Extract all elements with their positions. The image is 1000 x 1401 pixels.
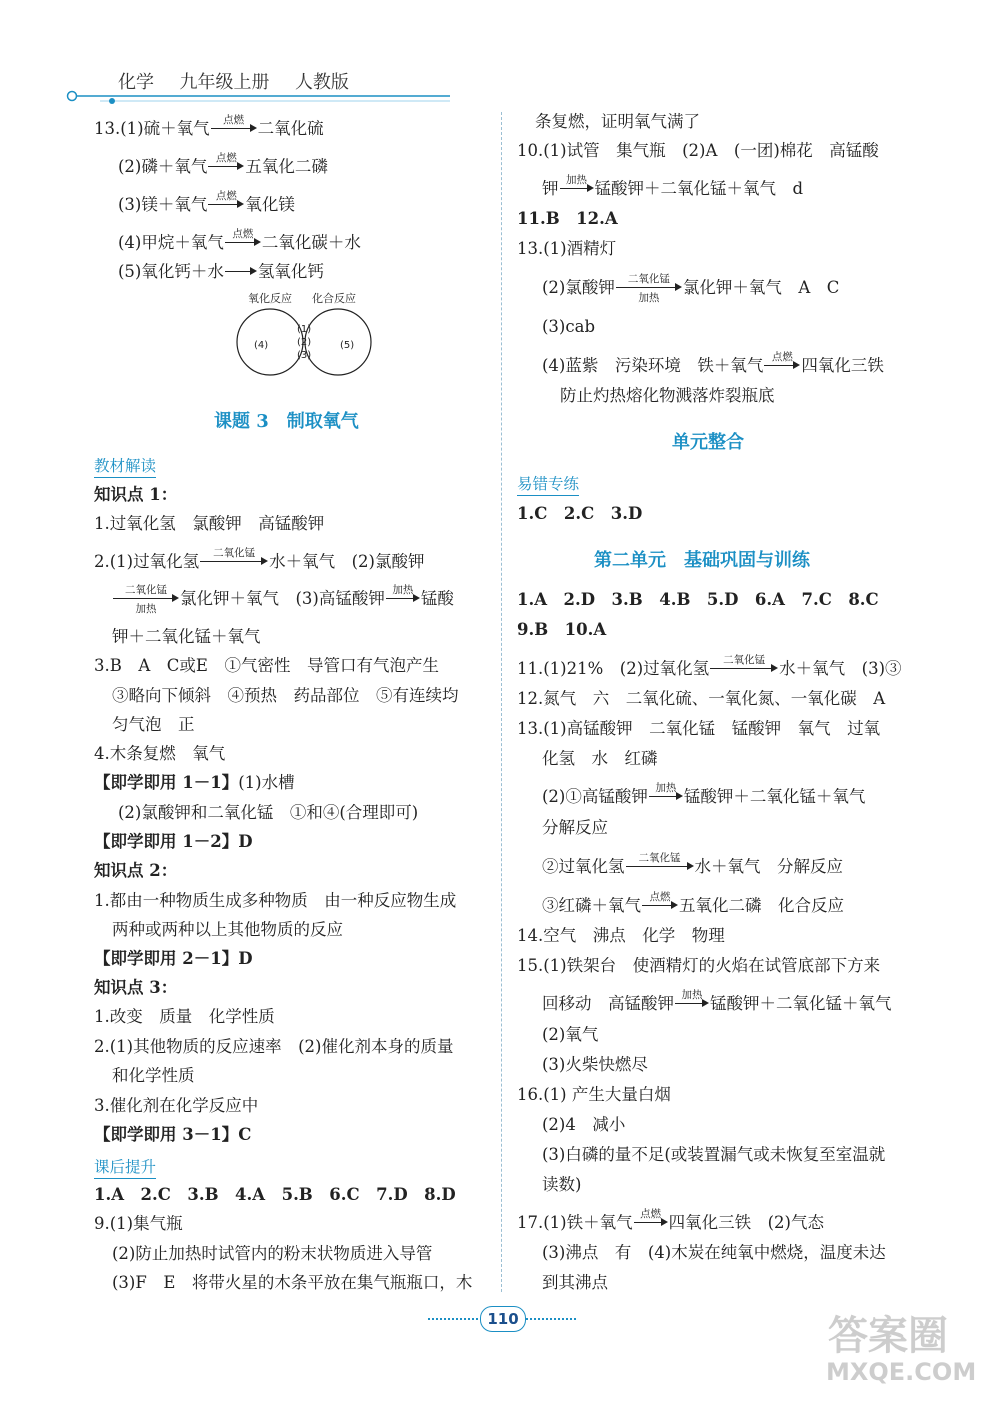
reaction-arrow: 点燃 <box>642 901 678 911</box>
reaction-arrow: 二氧化锰 <box>200 557 268 567</box>
kp2-item-1a: 1.都由一种物质生成多种物质 由一种反应物生成 <box>94 891 457 910</box>
kp1-item-2b: 二氧化锰 加热 氯化钾＋氧气 (3)高锰酸钾 加热 锰酸 <box>112 588 454 610</box>
reaction-arrow: 点燃 <box>764 361 800 371</box>
venn-left-label: (4) <box>254 340 269 351</box>
kp2-heading: 知识点 2： <box>94 861 178 880</box>
r-u13a: 13.(1)高锰酸钾 二氧化锰 锰酸钾 氧气 过氧 <box>517 719 881 738</box>
kp2-item-1b: 两种或两种以上其他物质的反应 <box>112 920 343 939</box>
kp1-item-2a: 2.(1)过氧化氢 二氧化锰 水＋氧气 (2)氯酸钾 <box>94 547 425 571</box>
section-tag-after-class: 课后提升 <box>94 1155 156 1179</box>
r-q13-4: (4)蓝紫 污染环境 铁＋氧气 点燃 四氧化三铁 <box>542 351 884 375</box>
unit2-title: 第二单元 基础巩固与训练 <box>594 550 810 571</box>
venn-right-label: (5) <box>340 340 355 351</box>
page-number-dots-left <box>428 1318 478 1320</box>
r-u17c: 到其沸点 <box>542 1273 608 1292</box>
practice-1-1: 【即学即用 1－1】(1)水槽 <box>94 773 295 792</box>
watermark-logo-text: 答案圈 <box>828 1313 948 1359</box>
r-q13-3: (3)cab <box>542 317 596 336</box>
reaction-arrow: 点燃 <box>211 124 257 134</box>
r-q13-1: 13.(1)酒精灯 <box>517 239 617 258</box>
section-tag-textbook: 教材解读 <box>94 454 156 478</box>
reaction-arrow: 二氧化锰 加热 <box>616 283 682 293</box>
kp1-item-3b: ③略向下倾斜 ④预热 药品部位 ⑤有连续均 <box>112 686 459 705</box>
r-q13-4b: 防止灼热熔化物溅落炸裂瓶底 <box>560 386 775 405</box>
reaction-arrow: 二氧化锰 <box>710 664 778 674</box>
reaction-arrow: 加热 <box>649 792 683 802</box>
practice-1-2: 【即学即用 1－2】D <box>94 832 253 851</box>
r-u13e: ②过氧化氢 二氧化锰 水＋氧气 分解反应 <box>542 852 843 876</box>
kp1-item-4: 4.木条复燃 氧气 <box>94 744 226 763</box>
r-u17a: 17.(1)铁＋氧气 点燃 四氧化三铁 (2)气态 <box>517 1208 824 1232</box>
q9-3: (3)F E 将带火星的木条平放在集气瓶瓶口，木 <box>112 1273 473 1292</box>
r-u16b: (2)4 减小 <box>542 1115 626 1134</box>
lesson-title: 课题 3 制取氧气 <box>214 411 359 432</box>
header-edition: 人教版 <box>294 72 349 93</box>
reaction-arrow: 二氧化锰 <box>626 862 694 872</box>
practice-1-1-part2: (2)氯酸钾和二氧化锰 ①和④(合理即可) <box>118 803 419 822</box>
page-number-dots-right <box>526 1318 576 1320</box>
kp3-item-1: 1.改变 质量 化学性质 <box>94 1007 275 1026</box>
q9-2: (2)防止加热时试管内的粉末状物质进入导管 <box>112 1244 433 1263</box>
unit-review-title: 单元整合 <box>672 432 744 453</box>
r-q11: 11.B 12.A <box>517 209 618 228</box>
r-q10b: 钾 加热 锰酸钾＋二氧化锰＋氧气 d <box>542 174 804 198</box>
r-u13b: 化氢 水 红磷 <box>542 749 658 768</box>
kp3-item-2b: 和化学性质 <box>112 1066 195 1085</box>
header-subject: 化学 <box>118 72 154 93</box>
r-line-1: 条复燃，证明氧气满了 <box>535 112 700 131</box>
header-rule <box>60 88 460 108</box>
q13-2: (2)磷＋氧气 点燃 五氧化二磷 <box>118 152 328 176</box>
r-u13c: (2)①高锰酸钾 加热 锰酸钾＋二氧化锰＋氧气 <box>542 782 866 806</box>
column-divider <box>501 112 502 1292</box>
q13-5: (5)氧化钙＋水 氢氧化钙 <box>118 262 324 281</box>
venn-mid-2: (2) <box>297 337 312 348</box>
r-q13-2: (2)氯酸钾 二氧化锰 加热 氯化钾＋氧气 A C <box>542 273 840 304</box>
reaction-arrow: 二氧化锰 加热 <box>113 594 179 604</box>
practice-3-1: 【即学即用 3－1】C <box>94 1125 252 1144</box>
reaction-arrow: 加热 <box>675 999 709 1009</box>
r-u15b: 回移动 高锰酸钾 加热 锰酸钾＋二氧化锰＋氧气 <box>542 989 892 1013</box>
r-u-answers-2: 9.B 10.A <box>517 620 607 639</box>
kp1-item-1: 1.过氧化氢 氯酸钾 高锰酸钾 <box>94 514 325 533</box>
reaction-arrow: 加热 <box>386 594 420 604</box>
kp1-heading: 知识点 1： <box>94 485 178 504</box>
r-u16c: (3)白磷的量不足(或装置漏气或未恢复至室温就 <box>542 1145 886 1164</box>
r-u11: 11.(1)21% (2)过氧化氢 二氧化锰 水＋氧气 (3)③ <box>517 654 902 678</box>
reaction-arrow: 点燃 <box>208 162 244 172</box>
page-number-row <box>428 1306 576 1332</box>
q13-4: (4)甲烷＋氧气 点燃 二氧化碳＋水 <box>118 228 361 252</box>
r-u12: 12.氮气 六 二氧化硫、一氧化氮、一氧化碳 A <box>517 689 886 708</box>
r-u13f: ③红磷＋氧气 点燃 五氧化二磷 化合反应 <box>542 891 844 915</box>
reaction-arrow <box>225 267 257 277</box>
watermark <box>820 1300 1000 1401</box>
page-number: 110 <box>480 1306 526 1332</box>
venn-diagram <box>230 290 390 390</box>
kp1-item-2c: 钾＋二氧化锰＋氧气 <box>112 627 261 646</box>
r-q10a: 10.(1)试管 集气瓶 (2)A (一团)棉花 高锰酸 <box>517 141 879 160</box>
reaction-arrow: 点燃 <box>225 238 261 248</box>
section-tag-error-practice: 易错专练 <box>517 472 579 496</box>
reaction-arrow: 加热 <box>560 184 594 194</box>
kp3-item-3: 3.催化剂在化学反应中 <box>94 1096 259 1115</box>
watermark-url: MXQE.COM <box>826 1358 977 1386</box>
venn-mid-3: (3) <box>297 350 312 361</box>
r-u14: 14.空气 沸点 化学 物理 <box>517 926 725 945</box>
r-u15a: 15.(1)铁架台 使酒精灯的火焰在试管底部下方来 <box>517 956 881 975</box>
r-err-answers: 1.C 2.C 3.D <box>517 504 643 523</box>
venn-mid-1: (1) <box>297 324 312 335</box>
kp1-item-3c: 匀气泡 正 <box>112 715 195 734</box>
q13-3: (3)镁＋氧气 点燃 氧化镁 <box>118 190 295 214</box>
r-u13d: 分解反应 <box>542 818 608 837</box>
r-u16a: 16.(1) 产生大量白烟 <box>517 1085 671 1104</box>
kp1-item-3a: 3.B A C或E ①气密性 导管口有气泡产生 <box>94 656 439 675</box>
venn-right-title: 化合反应 <box>312 292 356 305</box>
venn-left-title: 氧化反应 <box>248 292 292 305</box>
reaction-arrow: 点燃 <box>634 1218 668 1228</box>
q13-1: 13.(1)硫＋氧气 点燃 二氧化硫 <box>94 114 324 138</box>
reaction-arrow: 点燃 <box>208 200 244 210</box>
practice-2-1: 【即学即用 2－1】D <box>94 949 253 968</box>
r-u-answers-1: 1.A 2.D 3.B 4.B 5.D 6.A 7.C 8.C <box>517 590 879 609</box>
mc-answers: 1.A 2.C 3.B 4.A 5.B 6.C 7.D 8.D <box>94 1185 456 1204</box>
r-u16d: 读数) <box>542 1175 582 1194</box>
r-u15c: (2)氧气 <box>542 1025 599 1044</box>
r-u17b: (3)沸点 有 (4)木炭在纯氧中燃烧，温度未达 <box>542 1243 886 1262</box>
r-u15d: (3)火柴快燃尽 <box>542 1055 648 1074</box>
q9-1: 9.(1)集气瓶 <box>94 1214 183 1233</box>
kp3-heading: 知识点 3： <box>94 978 178 997</box>
header-grade: 九年级上册 <box>179 72 270 93</box>
kp3-item-2a: 2.(1)其他物质的反应速率 (2)催化剂本身的质量 <box>94 1037 454 1056</box>
